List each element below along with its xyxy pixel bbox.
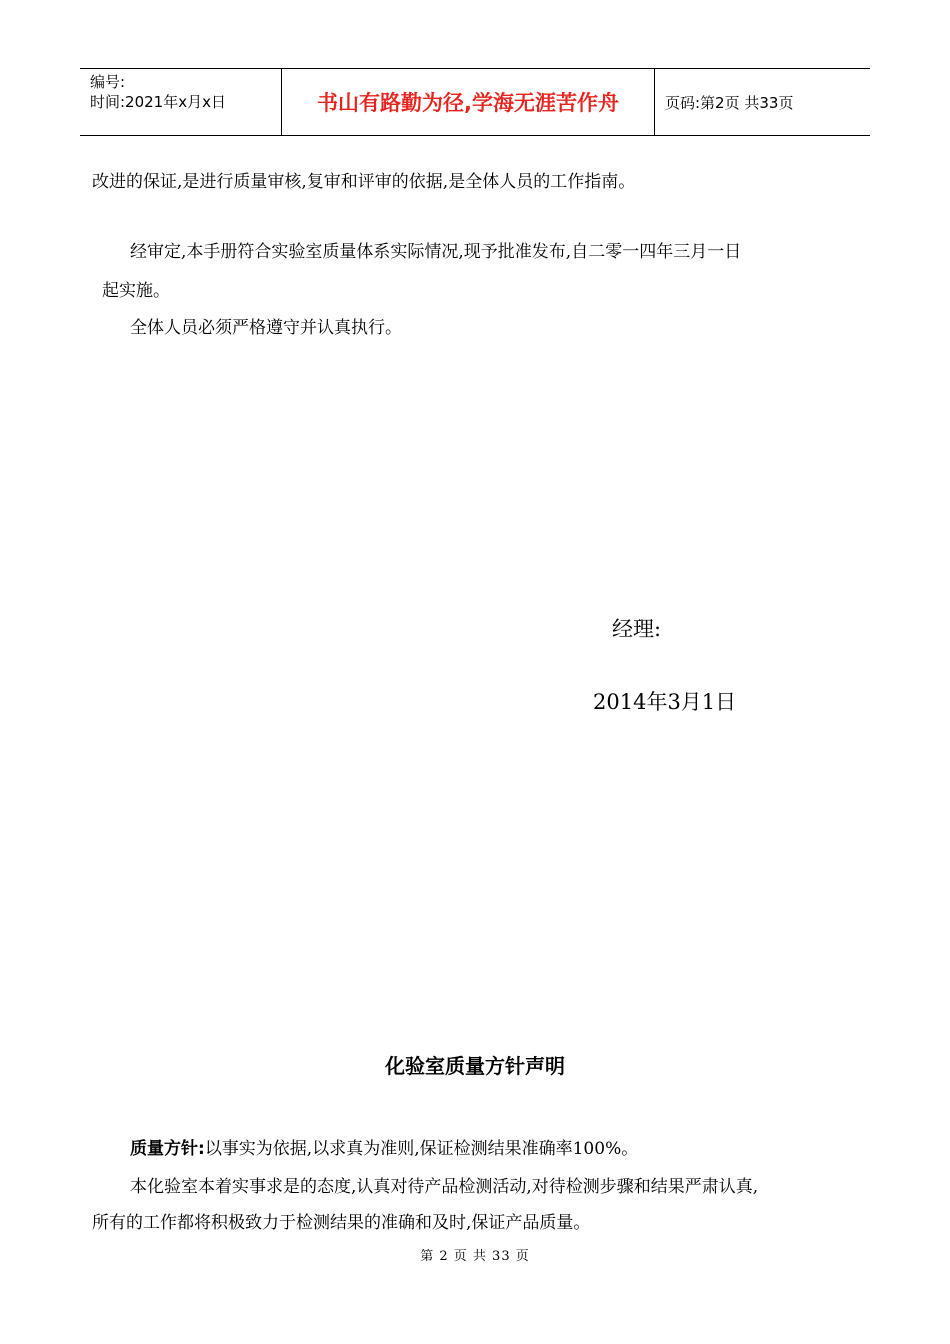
page-header <box>80 68 870 136</box>
policy-line-1 <box>130 1137 638 1161</box>
doc-number-label: 编号: <box>90 73 126 91</box>
policy-text: 以事实为依据,以求真为准则,保证检测结果准确率100%。 <box>204 1139 639 1159</box>
policy-title: 化验室质量方针声明 <box>385 1054 565 1078</box>
header-meta <box>80 69 281 135</box>
header-page-info: 页码:第2页 共33页 <box>665 93 794 112</box>
page-footer: 第 2 页 共 33 页 <box>420 1249 530 1264</box>
policy-line-2: 本化验室本着实事求是的态度,认真对待产品检测活动,对待检测步骤和结果严肃认真, <box>130 1177 759 1197</box>
body-line-4: 全体人员必须严格遵守并认真执行。 <box>130 318 402 338</box>
header-motto: 书山有路勤为径,学海无涯苦作舟 <box>281 69 655 135</box>
policy-label: 质量方针: <box>130 1139 205 1159</box>
manager-label: 经理: <box>612 617 662 641</box>
signature-date: 2014年3月1日 <box>593 690 737 714</box>
doc-time-label: 时间:2021年x月x日 <box>90 93 226 111</box>
body-line-1: 改进的保证,是进行质量审核,复审和评审的依据,是全体人员的工作指南。 <box>92 172 636 192</box>
body-line-3: 起实施。 <box>102 281 170 301</box>
body-line-2: 经审定,本手册符合实验室质量体系实际情况,现予批准发布,自二零一四年三月一日 <box>130 242 742 262</box>
policy-line-3: 所有的工作都将积极致力于检测结果的准确和及时,保证产品质量。 <box>92 1213 591 1233</box>
